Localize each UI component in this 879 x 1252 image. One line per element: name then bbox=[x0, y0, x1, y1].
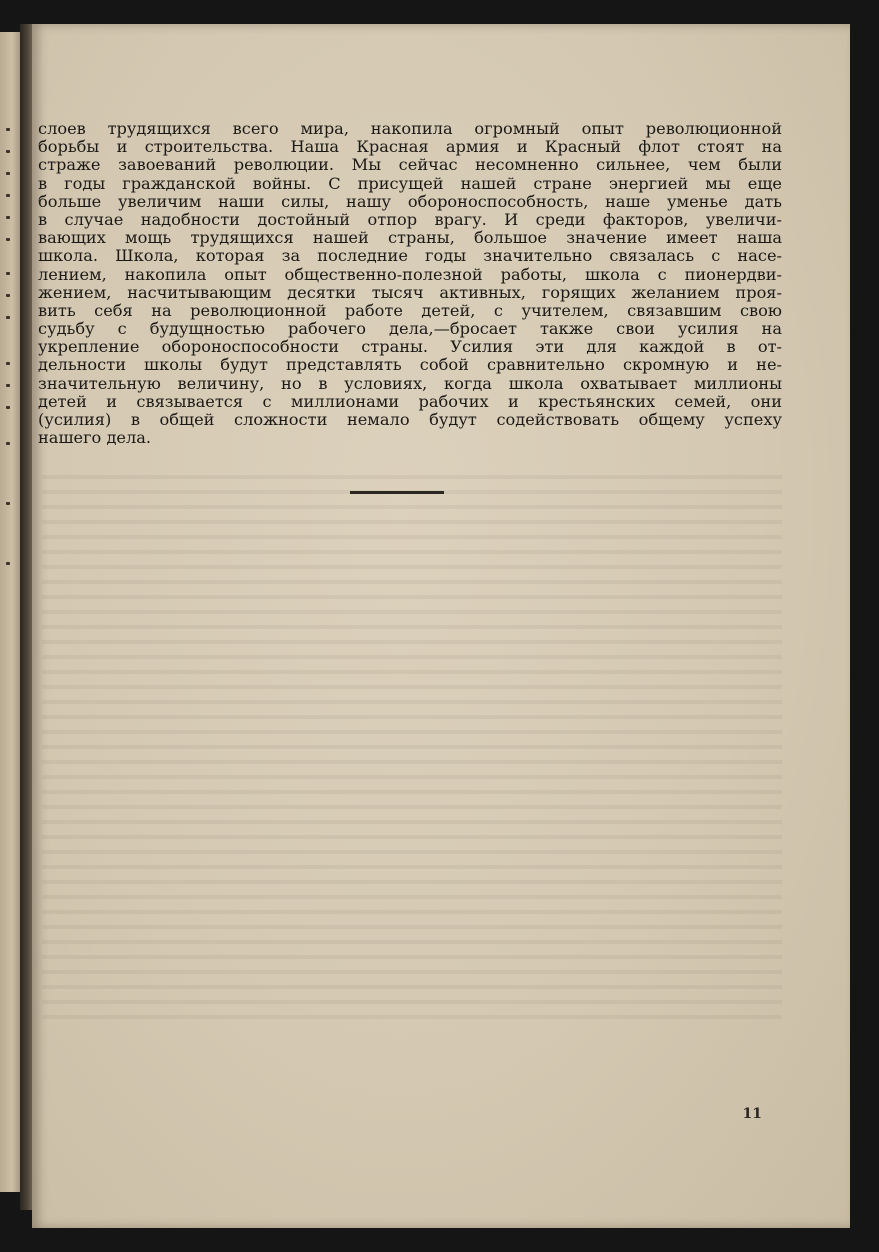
edge-mark bbox=[6, 316, 10, 319]
text-line: судьбу с будущностью рабочего дела,—бросает также свои усилия на bbox=[38, 320, 782, 339]
text-line: страже завоеваний революции. Мы сейчас несомненно сильнее, чем были bbox=[38, 156, 782, 175]
text-line: в годы гражданской войны. С присущей нашей стране энергией мы еще bbox=[38, 174, 782, 193]
page-number: 11 bbox=[742, 1106, 762, 1122]
text-line: слоев трудящихся всего мира, накопила огромный опыт революционной bbox=[38, 120, 782, 138]
edge-mark bbox=[6, 362, 10, 365]
edge-mark bbox=[6, 172, 10, 175]
text-line: борьбы и строительства. Наша Красная армия и Красный флот стоят на bbox=[38, 138, 782, 157]
edge-mark bbox=[6, 384, 10, 387]
section-divider bbox=[350, 491, 444, 494]
edge-mark bbox=[6, 294, 10, 297]
text-line: вить себя на революционной работе детей, с учителем, связавшим свою bbox=[38, 301, 782, 320]
left-page-edge bbox=[0, 32, 20, 1192]
text-line: школа. Школа, которая за последние годы значительно связалась с насе- bbox=[38, 247, 782, 266]
text-line: укрепление обороноспособности страны. Усилия эти для каждой в от- bbox=[38, 338, 782, 357]
edge-mark bbox=[6, 442, 10, 445]
edge-mark bbox=[6, 194, 10, 197]
edge-mark bbox=[6, 272, 10, 275]
body-text bbox=[38, 120, 782, 447]
reverse-side-show-through bbox=[42, 464, 782, 1024]
text-line: жением, насчитывающим десятки тысяч активных, горящих желанием проя- bbox=[38, 283, 782, 302]
edge-mark bbox=[6, 238, 10, 241]
edge-mark bbox=[6, 502, 10, 505]
text-line: дельности школы будут представлять собой сравнительно скромную и не- bbox=[38, 356, 782, 375]
edge-mark bbox=[6, 128, 10, 131]
text-line: значительную величину, но в условиях, когда школа охватывает миллионы bbox=[38, 374, 782, 393]
text-line: детей и связывается с миллионами рабочих и крестьянских семей, они bbox=[38, 392, 782, 411]
book-page bbox=[32, 24, 850, 1228]
text-line: лением, накопила опыт общественно-полезной работы, школа с пионердви- bbox=[38, 265, 782, 284]
text-line: больше увеличим наши силы, нашу обороноспособность, наше уменье дать bbox=[38, 192, 782, 211]
edge-mark bbox=[6, 216, 10, 219]
edge-mark bbox=[6, 150, 10, 153]
edge-mark bbox=[6, 406, 10, 409]
text-line: в случае надобности достойный отпор врагу. И среди факторов, увеличи- bbox=[38, 210, 782, 229]
text-line: (усилия) в общей сложности немало будут содействовать общему успеху bbox=[38, 411, 782, 429]
text-line: нашего дела. bbox=[38, 429, 152, 448]
text-line: вающих мощь трудящихся нашей страны, большое значение имеет наша bbox=[38, 229, 782, 248]
edge-mark bbox=[6, 562, 10, 565]
